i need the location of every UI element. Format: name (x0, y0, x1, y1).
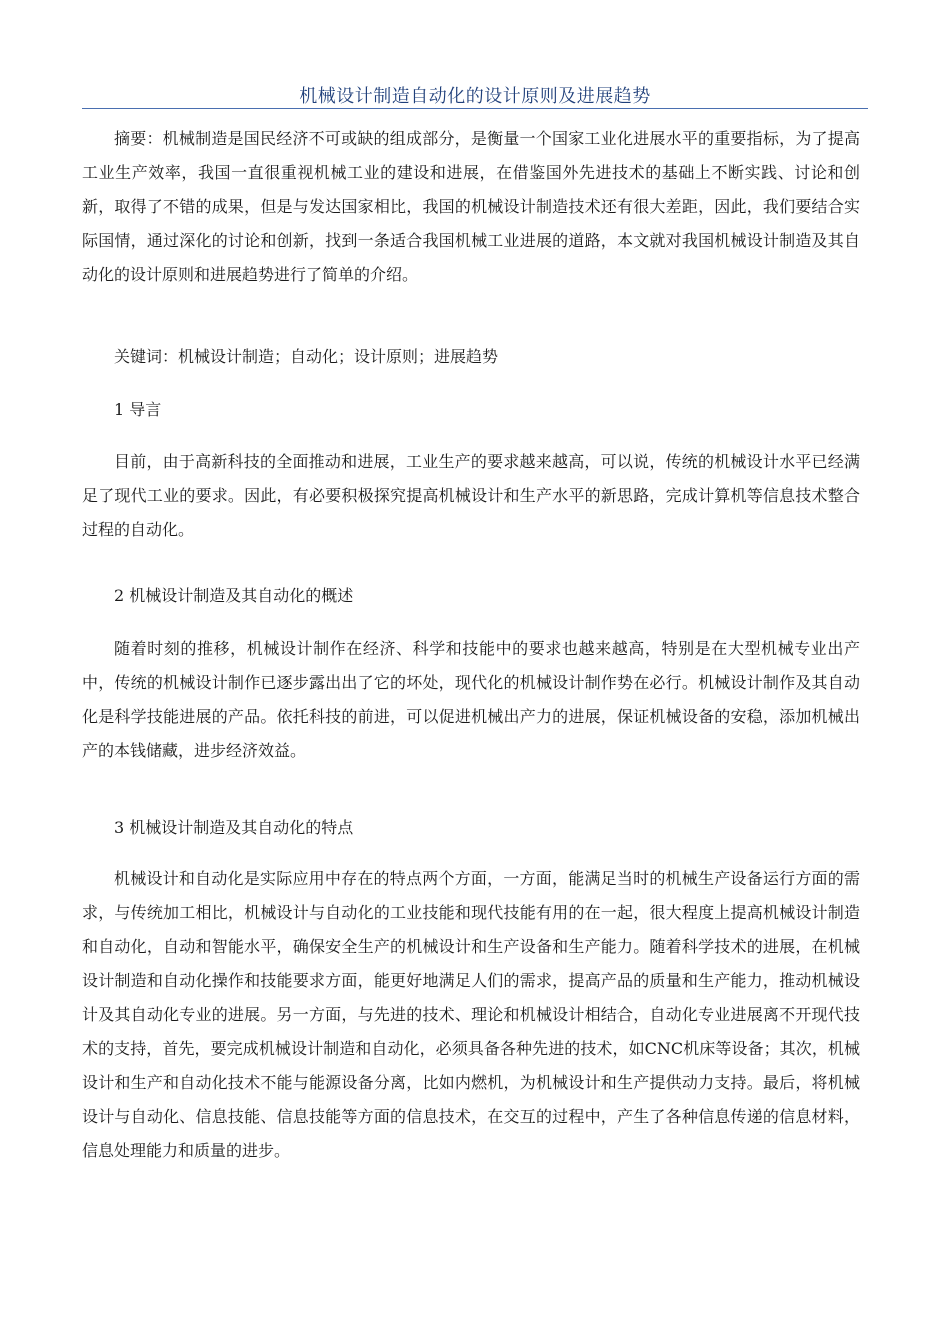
document-title: 机械设计制造自动化的设计原则及进展趋势 (299, 86, 651, 107)
section-heading: 1 导言 (114, 400, 162, 419)
section-body: 机械设计和自动化是实际应用中存在的特点两个方面，一方面，能满足当时的机械生产设备运行方面的需求，与传统加工相比，机械设计与自动化的工业技能和现代技能有用的在一起，很大程度上提高机械设计制造和自动化，自动和智能水平，确保安全生产的机械设计和生产设备和生产能力。随着科学技术的进展，在机械设计制造和自动化操作和技能要求方面，能更好地满足人们的需求，提高产品的质量和生产能力，推动机械设计及其自动化专业的进展。另一方面，与先进的技术、理论和机械设计相结合，自动化专业进展离不开现代技术的支持，首先，要完成机械设计制造和自动化，必须具备各种先进的技术，如CNC机床等设备；其次，机械设计和生产和自动化技术不能与能源设备分离，比如内燃机，为机械设计和生产提供动力支持。最后，将机械设计与自动化、信息技能、信息技能等方面的信息技术，在交互的过程中，产生了各种信息传递的信息材料，信息处理能力和质量的进步。 (82, 869, 860, 1160)
section-body: 随着时刻的推移，机械设计制作在经济、科学和技能中的要求也越来越高，特别是在大型机械专业出产中，传统的机械设计制作已逐步露出出了它的坏处，现代化的机械设计制作势在必行。机械设计制作及其自动化是科学技能进展的产品。依托科技的前进，可以促进机械出产力的进展，保证机械设备的安稳，添加机械出产的本钱储藏，进步经济效益。 (82, 639, 860, 760)
keywords-paragraph: 关键词：机械设计制造；自动化；设计原则；进展趋势 (114, 347, 499, 366)
section-body: 目前，由于高新科技的全面推动和进展，工业生产的要求越来越高，可以说，传统的机械设计水平已经满足了现代工业的要求。因此，有必要积极探究提高机械设计和生产水平的新思路，完成计算机等信息技术整合过程的自动化。 (82, 452, 860, 539)
abstract-paragraph: 摘要：机械制造是国民经济不可或缺的组成部分，是衡量一个国家工业化进展水平的重要指标，为了提高工业生产效率，我国一直很重视机械工业的建设和进展，在借鉴国外先进技术的基础上不断实践、讨论和创新，取得了不错的成果，但是与发达国家相比，我国的机械设计制造技术还有很大差距，因此，我们要结合实际国情，通过深化的讨论和创新，找到一条适合我国机械工业进展的道路，本文就对我国机械设计制造及其自动化的设计原则和进展趋势进行了简单的介绍。 (82, 129, 860, 284)
title-underline (82, 108, 868, 109)
section-heading: 2 机械设计制造及其自动化的概述 (114, 586, 354, 605)
section-heading: 3 机械设计制造及其自动化的特点 (114, 818, 354, 837)
